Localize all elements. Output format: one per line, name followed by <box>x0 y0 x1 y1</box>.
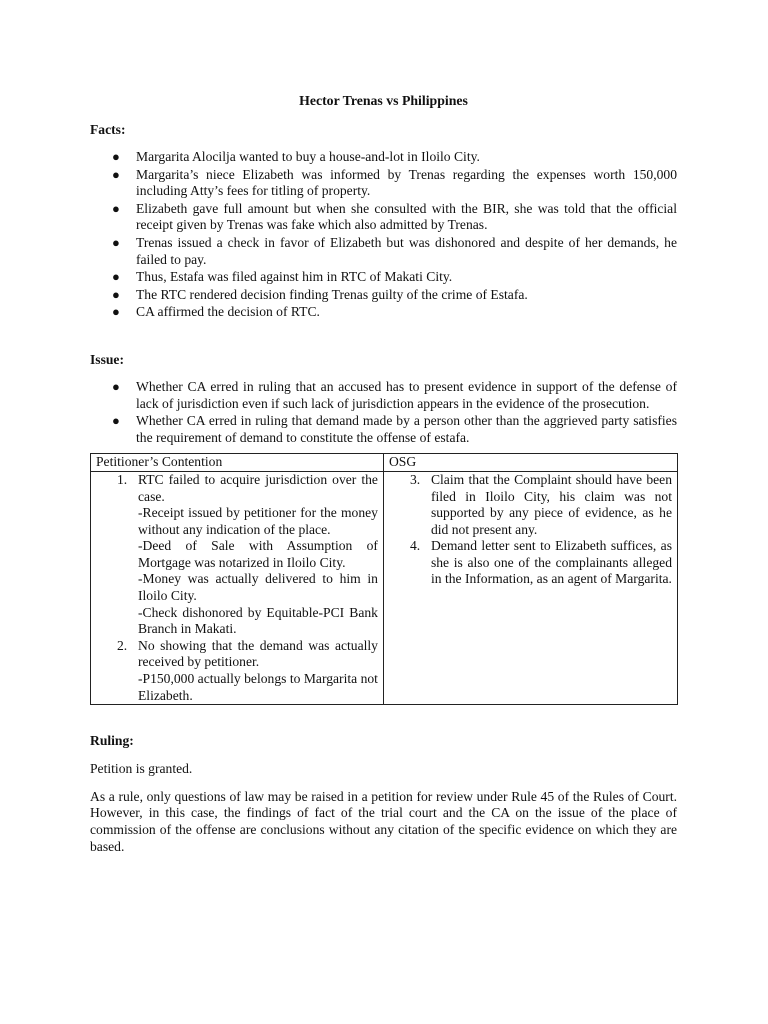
ruling-paragraph: As a rule, only questions of law may be raised in a petition for review under Rule 45 of the Rules of Court. However, in this case, the findings of fact of the trial court and the CA on the issue of the place of commission of the offense are conclusions without any citation of the specific evidence on which they are based. <box>90 788 677 854</box>
bullet-icon: ● <box>112 234 120 250</box>
table-row <box>91 471 678 704</box>
bullet-icon: ● <box>112 286 120 302</box>
list-item: 3. Claim that the Complaint should have been filed in Iloilo City, his claim was not supported by any piece of evidence, as he did not present any. <box>409 471 672 537</box>
list-item: ● CA affirmed the decision of RTC. <box>112 304 320 320</box>
petitioner-points <box>96 472 378 704</box>
table-header-row <box>91 454 678 472</box>
bullet-icon: ● <box>112 304 120 320</box>
petitioner-header: Petitioner’s Contention <box>91 454 384 472</box>
document-content <box>90 92 677 855</box>
osg-header: OSG <box>383 454 677 472</box>
list-item: 2. No showing that the demand was actually received by petitioner. -P150,000 actually belongs to Margarita not Elizabeth. <box>117 637 378 703</box>
list-item: ● Thus, Estafa was filed against him in RTC of Makati City. <box>112 269 453 285</box>
facts-list <box>90 149 677 321</box>
list-item: ● Margarita Alocilja wanted to buy a house-and-lot in Iloilo City. <box>112 149 480 164</box>
list-item: ● Margarita’s niece Elizabeth was informed by Trenas regarding the expenses worth 150,000 including Atty’s fees for titling of property. <box>112 166 677 199</box>
petitioner-cell <box>91 471 384 704</box>
list-item: ● Elizabeth gave full amount but when she consulted with the BIR, she was told that the official receipt given by Trenas was fake which also admitted by Trenas. <box>112 200 677 233</box>
list-item: ● Whether CA erred in ruling that an accused has to present evidence in support of the defense of lack of jurisdiction even if such lack of jurisdiction appears in the evidence of the prosecution. <box>112 378 677 411</box>
issue-list <box>90 379 677 446</box>
document-title: Hector Trenas vs Philippines <box>299 93 468 108</box>
list-item: ● Whether CA erred in ruling that demand made by a person other than the aggrieved party satisfies the requirement of demand to constitute the offense of estafa. <box>112 413 677 445</box>
ruling-heading: Ruling: <box>90 733 134 749</box>
list-item: ● Trenas issued a check in favor of Elizabeth but was dishonored and despite of her demands, he failed to pay. <box>112 234 677 267</box>
ruling-paragraph: Petition is granted. <box>90 761 193 777</box>
bullet-icon: ● <box>112 166 120 182</box>
facts-heading: Facts: <box>90 122 126 137</box>
list-item: ● The RTC rendered decision finding Trenas guilty of the crime of Estafa. <box>112 286 528 302</box>
bullet-icon: ● <box>112 413 120 429</box>
osg-cell <box>383 471 677 704</box>
bullet-icon: ● <box>112 378 120 394</box>
bullet-icon: ● <box>112 149 120 164</box>
list-item: 4. Demand letter sent to Elizabeth suffices, as she is also one of the complainants alleged in the Information, as an agent of Margarita. <box>409 538 672 587</box>
issue-heading: Issue: <box>90 351 124 367</box>
list-item: 1. RTC failed to acquire jurisdiction over the case. -Receipt issued by petitioner for the money without any indication of the place. -Deed of Sale with Assumption of Mortgage was notarized in Iloilo City. -Money was actually delivered to him in Iloilo City. -Check dishonored by Equitable-PCI Bank Branch in Makati. <box>117 471 378 637</box>
contentions-table <box>90 453 678 705</box>
bullet-icon: ● <box>112 200 120 216</box>
osg-points <box>389 472 672 588</box>
bullet-icon: ● <box>112 269 120 285</box>
